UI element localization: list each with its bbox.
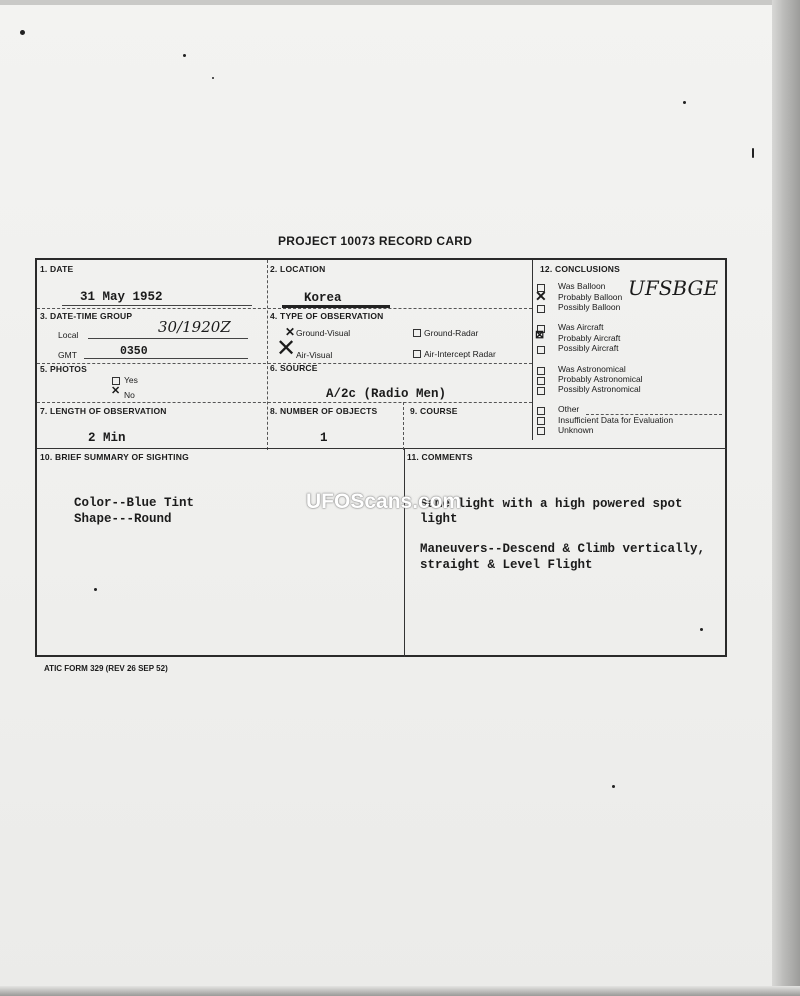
course-label: 9. COURSE	[410, 406, 458, 416]
comments-line-2: light	[420, 512, 458, 526]
date-underline	[62, 305, 252, 306]
air-intercept-radar-option: Air-Intercept Radar	[424, 349, 496, 359]
probably-balloon-option: Probably Balloon	[558, 292, 623, 302]
scan-edge-bottom	[0, 986, 800, 996]
speck-mark	[20, 30, 25, 35]
possibly-astronomical-option: Possibly Astronomical	[558, 384, 641, 394]
type-of-observation-label: 4. TYPE OF OBSERVATION	[270, 311, 384, 321]
source-label: 6. SOURCE	[270, 363, 318, 373]
conclusions-label: 12. CONCLUSIONS	[540, 264, 620, 274]
location-value: Korea	[304, 291, 342, 305]
divider-main	[37, 448, 727, 449]
divider-course	[403, 402, 404, 450]
was-astronomical-checkbox	[537, 367, 545, 375]
local-value-handwritten: 30/1920Z	[158, 318, 231, 336]
location-label: 2. LOCATION	[270, 264, 326, 274]
length-of-observation-value: 2 Min	[88, 431, 126, 445]
photos-label: 5. PHOTOS	[40, 364, 87, 374]
possibly-balloon-option: Possibly Balloon	[558, 302, 621, 312]
scan-edge-top	[0, 0, 800, 5]
divider-row1	[37, 308, 532, 309]
comments-line-4: straight & Level Flight	[420, 558, 593, 572]
source-value: A/2c (Radio Men)	[326, 387, 447, 401]
divider-conclusions	[532, 260, 533, 440]
card-title: PROJECT 10073 RECORD CARD	[278, 234, 473, 248]
scan-edge-right	[772, 0, 800, 996]
conclusions-handwritten-note: UFSBGE	[628, 276, 719, 300]
probably-astronomical-option: Probably Astronomical	[558, 374, 643, 384]
divider-comments	[404, 448, 405, 657]
speck-mark	[683, 101, 686, 104]
photos-no-option: No	[124, 390, 135, 400]
speck-mark	[752, 148, 754, 158]
probably-aircraft-option: Probably Aircraft	[558, 333, 621, 343]
speck-mark	[183, 54, 186, 57]
gmt-value: 0350	[120, 345, 148, 358]
probably-astronomical-checkbox	[537, 377, 545, 385]
local-underline	[88, 338, 248, 339]
location-underline	[282, 305, 390, 308]
summary-line-shape: Shape---Round	[74, 512, 172, 526]
was-astronomical-option: Was Astronomical	[558, 364, 626, 374]
form-id: ATIC FORM 329 (REV 26 SEP 52)	[44, 664, 168, 673]
insufficient-data-checkbox	[537, 417, 545, 425]
photos-yes-checkbox	[112, 377, 120, 385]
other-checkbox	[537, 407, 545, 415]
watermark: UFOScans.com	[306, 490, 462, 513]
insufficient-data-option: Insufficient Data for Evaluation	[558, 415, 674, 425]
ground-visual-check: ✕	[285, 325, 296, 339]
air-intercept-radar-checkbox	[413, 350, 421, 358]
brief-summary-label: 10. BRIEF SUMMARY OF SIGHTING	[40, 452, 189, 462]
divider-left-column	[267, 260, 268, 450]
was-balloon-option: Was Balloon	[558, 281, 606, 291]
date-value: 31 May 1952	[80, 290, 163, 304]
number-of-objects-label: 8. NUMBER OF OBJECTS	[270, 406, 378, 416]
probably-aircraft-mark: ⊠	[535, 329, 545, 341]
photos-no-check: ✕	[111, 385, 121, 397]
unknown-option: Unknown	[558, 425, 594, 435]
ground-radar-option: Ground-Radar	[424, 328, 479, 338]
comments-line-1: Same light with a high powered spot	[420, 497, 683, 511]
speck-mark	[212, 77, 214, 79]
date-time-group-label: 3. DATE-TIME GROUP	[40, 311, 133, 321]
date-label: 1. DATE	[40, 264, 74, 274]
possibly-balloon-checkbox	[537, 305, 545, 313]
summary-line-color: Color--Blue Tint	[74, 496, 195, 510]
length-of-observation-label: 7. LENGTH OF OBSERVATION	[40, 406, 167, 416]
ground-visual-option: Ground-Visual	[296, 328, 351, 338]
ground-radar-checkbox	[413, 329, 421, 337]
unknown-checkbox	[537, 427, 545, 435]
local-label: Local	[58, 330, 79, 340]
possibly-astronomical-checkbox	[537, 387, 545, 395]
possibly-aircraft-checkbox	[537, 346, 545, 354]
number-of-objects-value: 1	[320, 431, 328, 445]
air-visual-check: ✕	[276, 335, 297, 362]
air-visual-option: Air-Visual	[296, 350, 333, 360]
possibly-aircraft-option: Possibly Aircraft	[558, 343, 619, 353]
was-aircraft-option: Was Aircraft	[558, 322, 604, 332]
gmt-underline	[84, 358, 248, 359]
probably-balloon-check: ✕	[535, 288, 547, 304]
gmt-label: GMT	[58, 350, 77, 360]
comments-label: 11. COMMENTS	[407, 452, 473, 462]
speck-mark	[612, 785, 615, 788]
comments-line-3: Maneuvers--Descend & Climb vertically,	[420, 542, 706, 556]
other-option: Other	[558, 404, 580, 414]
photos-yes-option: Yes	[124, 375, 138, 385]
divider-row3	[37, 402, 532, 403]
